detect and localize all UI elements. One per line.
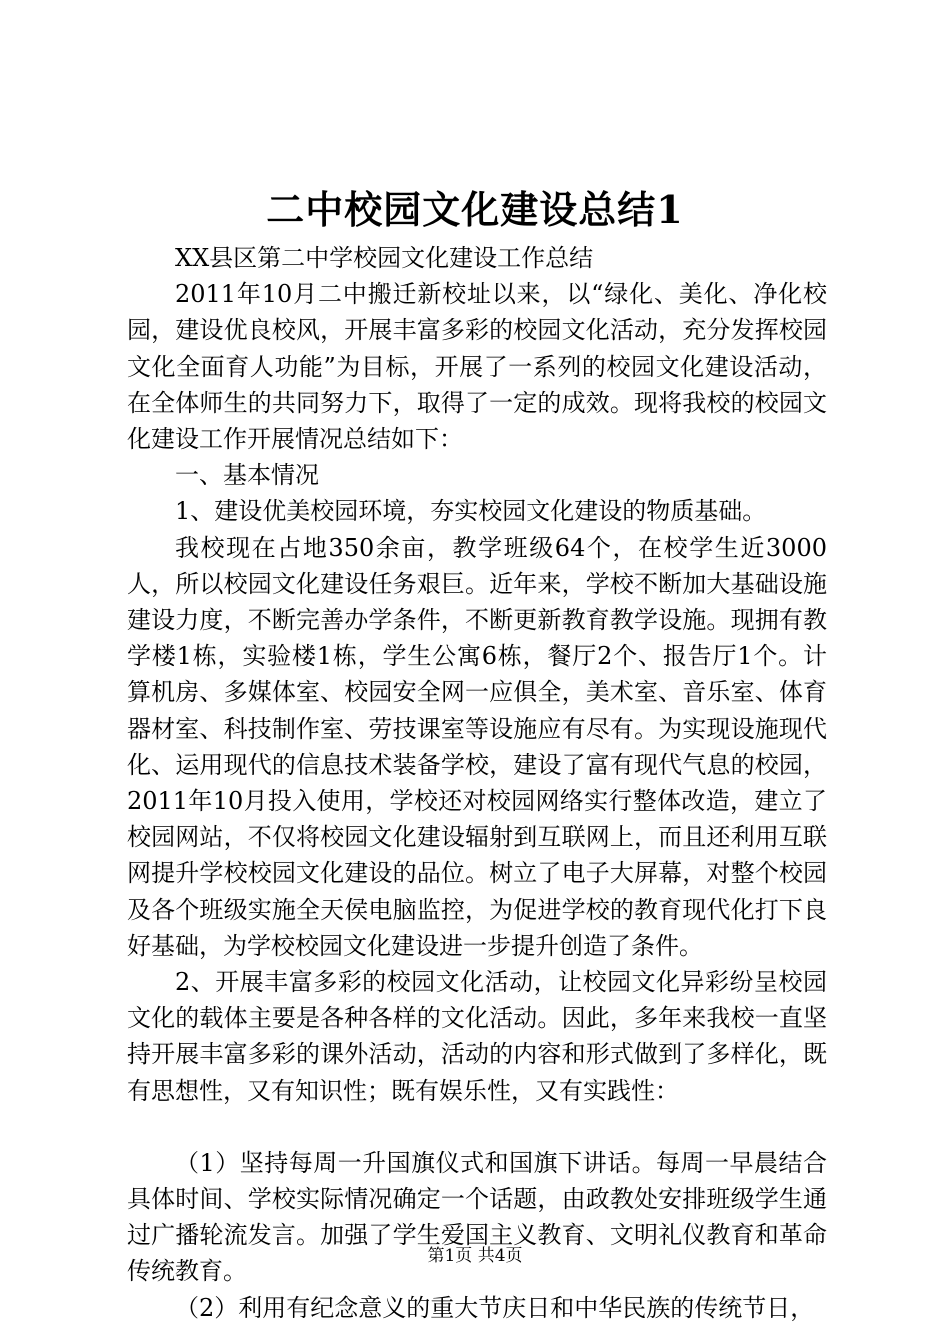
paragraph-facilities: 我校现在占地350余亩，教学班级64个，在校学生近3000人，所以校园文化建设任务艰巨。近年来，学校不断加大基础设施建设力度，不断完善办学条件，不断更新教育教学设施。现拥有教学楼1栋，实验楼1栋，学生公寓6栋，餐厅2个、报告厅1个。计算机房、多媒体室、校园安全网一应俱全，美术室、音乐室、体育器材室、科技制作室、劳技课室等设施应有尽有。为实现设施现代化、运用现代的信息技术装备学校，建设了富有现代气息的校园，2011年10月投入使用，学校还对校园网络实行整体改造，建立了校园网站，不仅将校园文化建设辐射到互联网上，而且还利用互联网提升学校校园文化建设的品位。树立了电子大屏幕，对整个校园及各个班级实施全天侯电脑监控，为促进学校的教育现代化打下良好基础，为学校校园文化建设进一步提升创造了条件。 [127, 533, 827, 960]
paragraph-item-2: （2）利用有纪念意义的重大节庆日和中华民族的传统节日， [175, 1293, 815, 1322]
paragraph-intro: 2011年10月二中搬迁新校址以来，以“绿化、美化、净化校园，建设优良校风，开展丰富多彩的校园文化活动，充分发挥校园文化全面育人功能”为目标，开展了一系列的校园文化建设活动，在全体师生的共同努力下，取得了一定的成效。现将我校的校园文化建设工作开展情况总结如下： [127, 280, 827, 454]
section-heading-basic: 一、基本情况 [175, 461, 319, 490]
paragraph-item-1: （1）坚持每周一升国旗仪式和国旗下讲话。每周一早晨结合具体时间、学校实际情况确定一个话题，由政教处安排班级学生通过广播轮流发言。加强了学生爱国主义教育、文明礼仪教育和革命传统教育。 [127, 1148, 827, 1286]
paragraph-subtitle: XX县区第二中学校园文化建设工作总结 [175, 244, 594, 272]
document-title: 二中校园文化建设总结1 [266, 187, 684, 232]
page-footer: 第1页 共4页 [427, 1246, 523, 1266]
document-body [127, 240, 827, 1326]
subheading-environment: 1、建设优美校园环境，夯实校园文化建设的物质基础。 [175, 497, 767, 526]
paragraph-activities: 2、开展丰富多彩的校园文化活动，让校园文化异彩纷呈校园文化的载体主要是各种各样的文化活动。因此，多年来我校一直坚持开展丰富多彩的课外活动，活动的内容和形式做到了多样化，既有思想性，又有知识性；既有娱乐性，又有实践性： [127, 968, 827, 1105]
